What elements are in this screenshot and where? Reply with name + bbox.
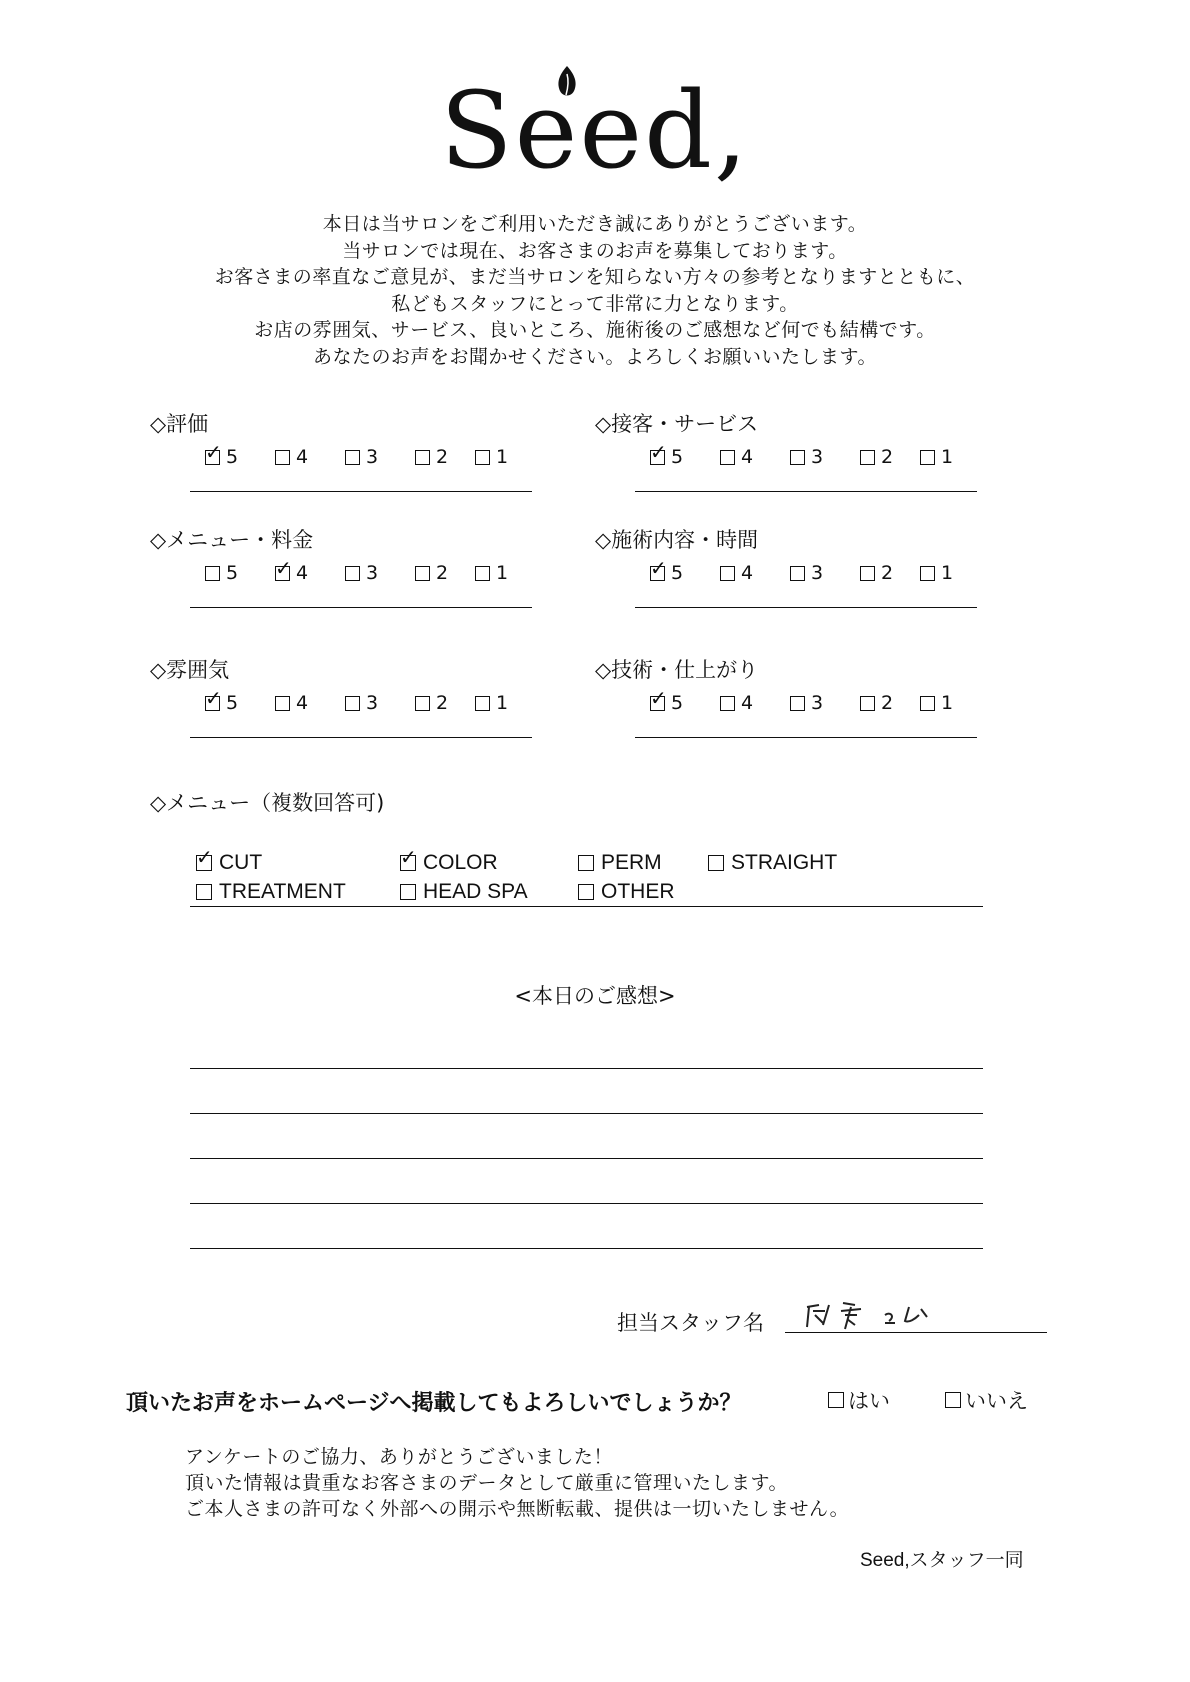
rating-checkbox[interactable] xyxy=(790,450,805,465)
rating-section xyxy=(595,524,955,614)
rating-option[interactable] xyxy=(650,685,684,714)
rating-option-label: 5 xyxy=(226,692,239,714)
rating-checkbox[interactable] xyxy=(345,450,360,465)
intro-line: 当サロンでは現在、お客さまのお声を募集しております。 xyxy=(342,239,848,262)
rating-checkbox[interactable] xyxy=(920,696,935,711)
rating-checkbox[interactable] xyxy=(790,696,805,711)
rating-option[interactable] xyxy=(720,446,753,468)
rating-option-label: 5 xyxy=(226,446,239,468)
rating-option[interactable] xyxy=(860,692,893,714)
publish-yes-option[interactable] xyxy=(828,1385,890,1415)
menu-checkbox[interactable] xyxy=(400,884,416,900)
rating-option[interactable] xyxy=(415,562,448,584)
publish-no-option[interactable] xyxy=(945,1385,1028,1415)
rating-option-label: 5 xyxy=(671,446,684,468)
menu-option-label: TREATMENT xyxy=(219,880,346,903)
rating-checkbox[interactable] xyxy=(205,685,222,711)
menu-checkbox[interactable] xyxy=(196,845,213,871)
menu-option-label: CUT xyxy=(219,851,263,874)
intro-line: 本日は当サロンをご利用いただき誠にありがとうございます。 xyxy=(322,213,868,235)
rating-option[interactable] xyxy=(345,692,378,714)
menu-option[interactable] xyxy=(578,851,662,875)
intro-line: お客さまの率直なご意見が、まだ当サロンを知らない方々の参考となりますとともに、 xyxy=(214,266,976,288)
rating-title: ◇メニュー・料金 xyxy=(150,528,314,552)
rating-option[interactable] xyxy=(475,446,508,468)
rating-option-label: 4 xyxy=(296,692,309,714)
rating-option-label: 2 xyxy=(436,562,449,584)
rating-option[interactable] xyxy=(345,562,378,584)
menu-option[interactable] xyxy=(578,880,675,904)
rating-option-label: 1 xyxy=(496,562,509,584)
rating-option-label: 2 xyxy=(436,446,449,468)
menu-checkbox[interactable] xyxy=(400,845,417,871)
rating-option-label: 4 xyxy=(296,446,309,468)
rating-option[interactable] xyxy=(920,692,953,714)
menu-option[interactable] xyxy=(196,845,263,875)
menu-checkbox[interactable] xyxy=(578,855,594,871)
rating-checkbox[interactable] xyxy=(790,566,805,581)
rating-checkbox[interactable] xyxy=(345,566,360,581)
rating-option-label: 2 xyxy=(881,446,894,468)
rating-option-label: 5 xyxy=(226,562,239,584)
menu-checkbox[interactable] xyxy=(196,884,212,900)
intro-line: あなたのお声をお聞かせください。よろしくお願いいたします。 xyxy=(313,345,877,368)
rating-option[interactable] xyxy=(650,555,684,584)
rating-option[interactable] xyxy=(790,562,823,584)
rating-checkbox[interactable] xyxy=(860,566,875,581)
rating-option[interactable] xyxy=(275,555,309,584)
rating-option-label: 3 xyxy=(811,446,824,468)
rating-rule xyxy=(190,607,532,608)
rating-option-label: 2 xyxy=(436,692,449,714)
rating-option[interactable] xyxy=(205,439,239,468)
check-mark-icon: ✓ xyxy=(205,439,222,464)
rating-option[interactable] xyxy=(475,562,508,584)
check-mark-icon: ✓ xyxy=(650,555,667,580)
rating-checkbox[interactable] xyxy=(345,696,360,711)
check-mark-icon: ✓ xyxy=(275,555,292,580)
menu-option[interactable] xyxy=(400,880,528,904)
rating-checkbox[interactable] xyxy=(275,450,290,465)
rating-option[interactable] xyxy=(860,562,893,584)
publish-question: 頂いたお声をホームページへ掲載してもよろしいでしょうか？ xyxy=(126,1391,742,1416)
staff-rule xyxy=(785,1332,1047,1333)
rating-rule xyxy=(635,491,977,492)
rating-option[interactable] xyxy=(345,446,378,468)
rating-option[interactable] xyxy=(720,692,753,714)
rating-option[interactable] xyxy=(860,446,893,468)
publish-no-label: いいえ xyxy=(965,1389,1028,1413)
footer-signoff: Seed,スタッフ一同 xyxy=(860,1550,1024,1571)
impression-line[interactable] xyxy=(190,1248,983,1249)
rating-option[interactable] xyxy=(205,685,239,714)
rating-rule xyxy=(635,737,977,738)
rating-title: ◇雰囲気 xyxy=(150,658,230,682)
rating-checkbox[interactable] xyxy=(650,685,667,711)
publish-yes-label: はい xyxy=(848,1389,890,1413)
rating-checkbox[interactable] xyxy=(650,555,667,581)
rating-option-label: 3 xyxy=(366,446,379,468)
check-mark-icon: ✓ xyxy=(400,845,417,869)
rating-option-label: 1 xyxy=(941,446,954,468)
check-mark-icon: ✓ xyxy=(650,439,667,464)
rating-option-label: 1 xyxy=(496,692,509,714)
intro-line: お店の雰囲気、サービス、良いところ、施術後のご感想など何でも結構です。 xyxy=(254,319,936,341)
rating-option-label: 2 xyxy=(881,562,894,584)
rating-checkbox[interactable] xyxy=(920,450,935,465)
rating-checkbox[interactable] xyxy=(205,566,220,581)
impression-line[interactable] xyxy=(190,1158,983,1159)
menu-checkbox[interactable] xyxy=(578,884,594,900)
thanks-line: アンケートのご協力、ありがとうございました！ xyxy=(185,1446,613,1468)
rating-checkbox[interactable] xyxy=(650,439,667,465)
rating-checkbox[interactable] xyxy=(205,439,222,465)
rating-option-label: 4 xyxy=(741,446,754,468)
rating-option-label: 1 xyxy=(496,446,509,468)
rating-checkbox[interactable] xyxy=(475,566,490,581)
rating-option-label: 3 xyxy=(811,692,824,714)
rating-section xyxy=(150,654,510,744)
rating-title: ◇施術内容・時間 xyxy=(595,528,759,552)
menu-rule xyxy=(190,906,983,907)
rating-option[interactable] xyxy=(720,562,753,584)
rating-option-label: 5 xyxy=(671,692,684,714)
rating-checkbox[interactable] xyxy=(475,696,490,711)
rating-checkbox[interactable] xyxy=(720,450,735,465)
menu-option-label: PERM xyxy=(601,851,662,874)
menu-option[interactable] xyxy=(196,880,346,904)
menu-option-label: OTHER xyxy=(601,880,675,903)
rating-title: ◇技術・仕上がり xyxy=(595,658,759,682)
rating-option-label: 3 xyxy=(811,562,824,584)
rating-checkbox[interactable] xyxy=(475,450,490,465)
rating-checkbox[interactable] xyxy=(275,696,290,711)
rating-option[interactable] xyxy=(205,562,238,584)
menu-title: ◇メニュー（複数回答可) xyxy=(150,791,385,815)
menu-option[interactable] xyxy=(708,851,837,875)
logo-text: Seed, xyxy=(440,69,750,192)
rating-option[interactable] xyxy=(415,692,448,714)
rating-checkbox[interactable] xyxy=(275,555,292,581)
rating-option[interactable] xyxy=(415,446,448,468)
rating-option-label: 3 xyxy=(366,692,379,714)
staff-label: 担当スタッフ名 xyxy=(617,1311,764,1335)
impression-line[interactable] xyxy=(190,1068,983,1069)
rating-option[interactable] xyxy=(475,692,508,714)
menu-checkbox[interactable] xyxy=(708,855,724,871)
rating-title: ◇評価 xyxy=(150,412,209,436)
rating-option[interactable] xyxy=(920,446,953,468)
rating-option[interactable] xyxy=(650,439,684,468)
intro-line: 私どもスタッフにとって非常に力となります。 xyxy=(391,292,799,315)
publish-yes-checkbox[interactable] xyxy=(828,1392,844,1408)
menu-option[interactable] xyxy=(400,845,498,875)
rating-rule xyxy=(635,607,977,608)
menu-option-label: COLOR xyxy=(423,851,498,874)
thanks-line: ご本人さまの許可なく外部への開示や無断転載、提供は一切いたしません。 xyxy=(185,1498,850,1520)
rating-checkbox[interactable] xyxy=(415,566,430,581)
rating-option[interactable] xyxy=(275,692,308,714)
rating-checkbox[interactable] xyxy=(720,566,735,581)
rating-option[interactable] xyxy=(790,692,823,714)
rating-option-label: 4 xyxy=(296,562,309,584)
rating-option[interactable] xyxy=(920,562,953,584)
rating-section xyxy=(150,408,510,498)
rating-checkbox[interactable] xyxy=(720,696,735,711)
rating-checkbox[interactable] xyxy=(415,696,430,711)
rating-title: ◇接客・サービス xyxy=(595,412,759,436)
rating-option-label: 2 xyxy=(881,692,894,714)
rating-option-label: 1 xyxy=(941,692,954,714)
rating-option[interactable] xyxy=(275,446,308,468)
rating-option-label: 5 xyxy=(671,562,684,584)
thanks-text xyxy=(185,1444,849,1522)
rating-checkbox[interactable] xyxy=(860,450,875,465)
impression-line[interactable] xyxy=(190,1203,983,1204)
intro-text xyxy=(0,211,1190,370)
check-mark-icon: ✓ xyxy=(205,685,222,710)
rating-section xyxy=(150,524,510,614)
rating-checkbox[interactable] xyxy=(920,566,935,581)
menu-option-label: HEAD SPA xyxy=(423,880,528,903)
check-mark-icon: ✓ xyxy=(196,845,213,869)
publish-no-checkbox[interactable] xyxy=(945,1392,961,1408)
impression-line[interactable] xyxy=(190,1113,983,1114)
check-mark-icon: ✓ xyxy=(650,685,667,710)
rating-option-label: 1 xyxy=(941,562,954,584)
thanks-line: 頂いた情報は貴重なお客さまのデータとして厳重に管理いたします。 xyxy=(185,1472,788,1494)
rating-option-label: 3 xyxy=(366,562,379,584)
rating-section xyxy=(595,654,955,744)
rating-option-label: 4 xyxy=(741,562,754,584)
rating-option-label: 4 xyxy=(741,692,754,714)
rating-rule xyxy=(190,737,532,738)
rating-checkbox[interactable] xyxy=(860,696,875,711)
rating-section xyxy=(595,408,955,498)
rating-rule xyxy=(190,491,532,492)
rating-checkbox[interactable] xyxy=(415,450,430,465)
rating-option[interactable] xyxy=(790,446,823,468)
menu-option-label: STRAIGHT xyxy=(731,851,838,874)
staff-signature xyxy=(785,1293,975,1333)
impression-title: <本日のご感想> xyxy=(514,984,676,1008)
